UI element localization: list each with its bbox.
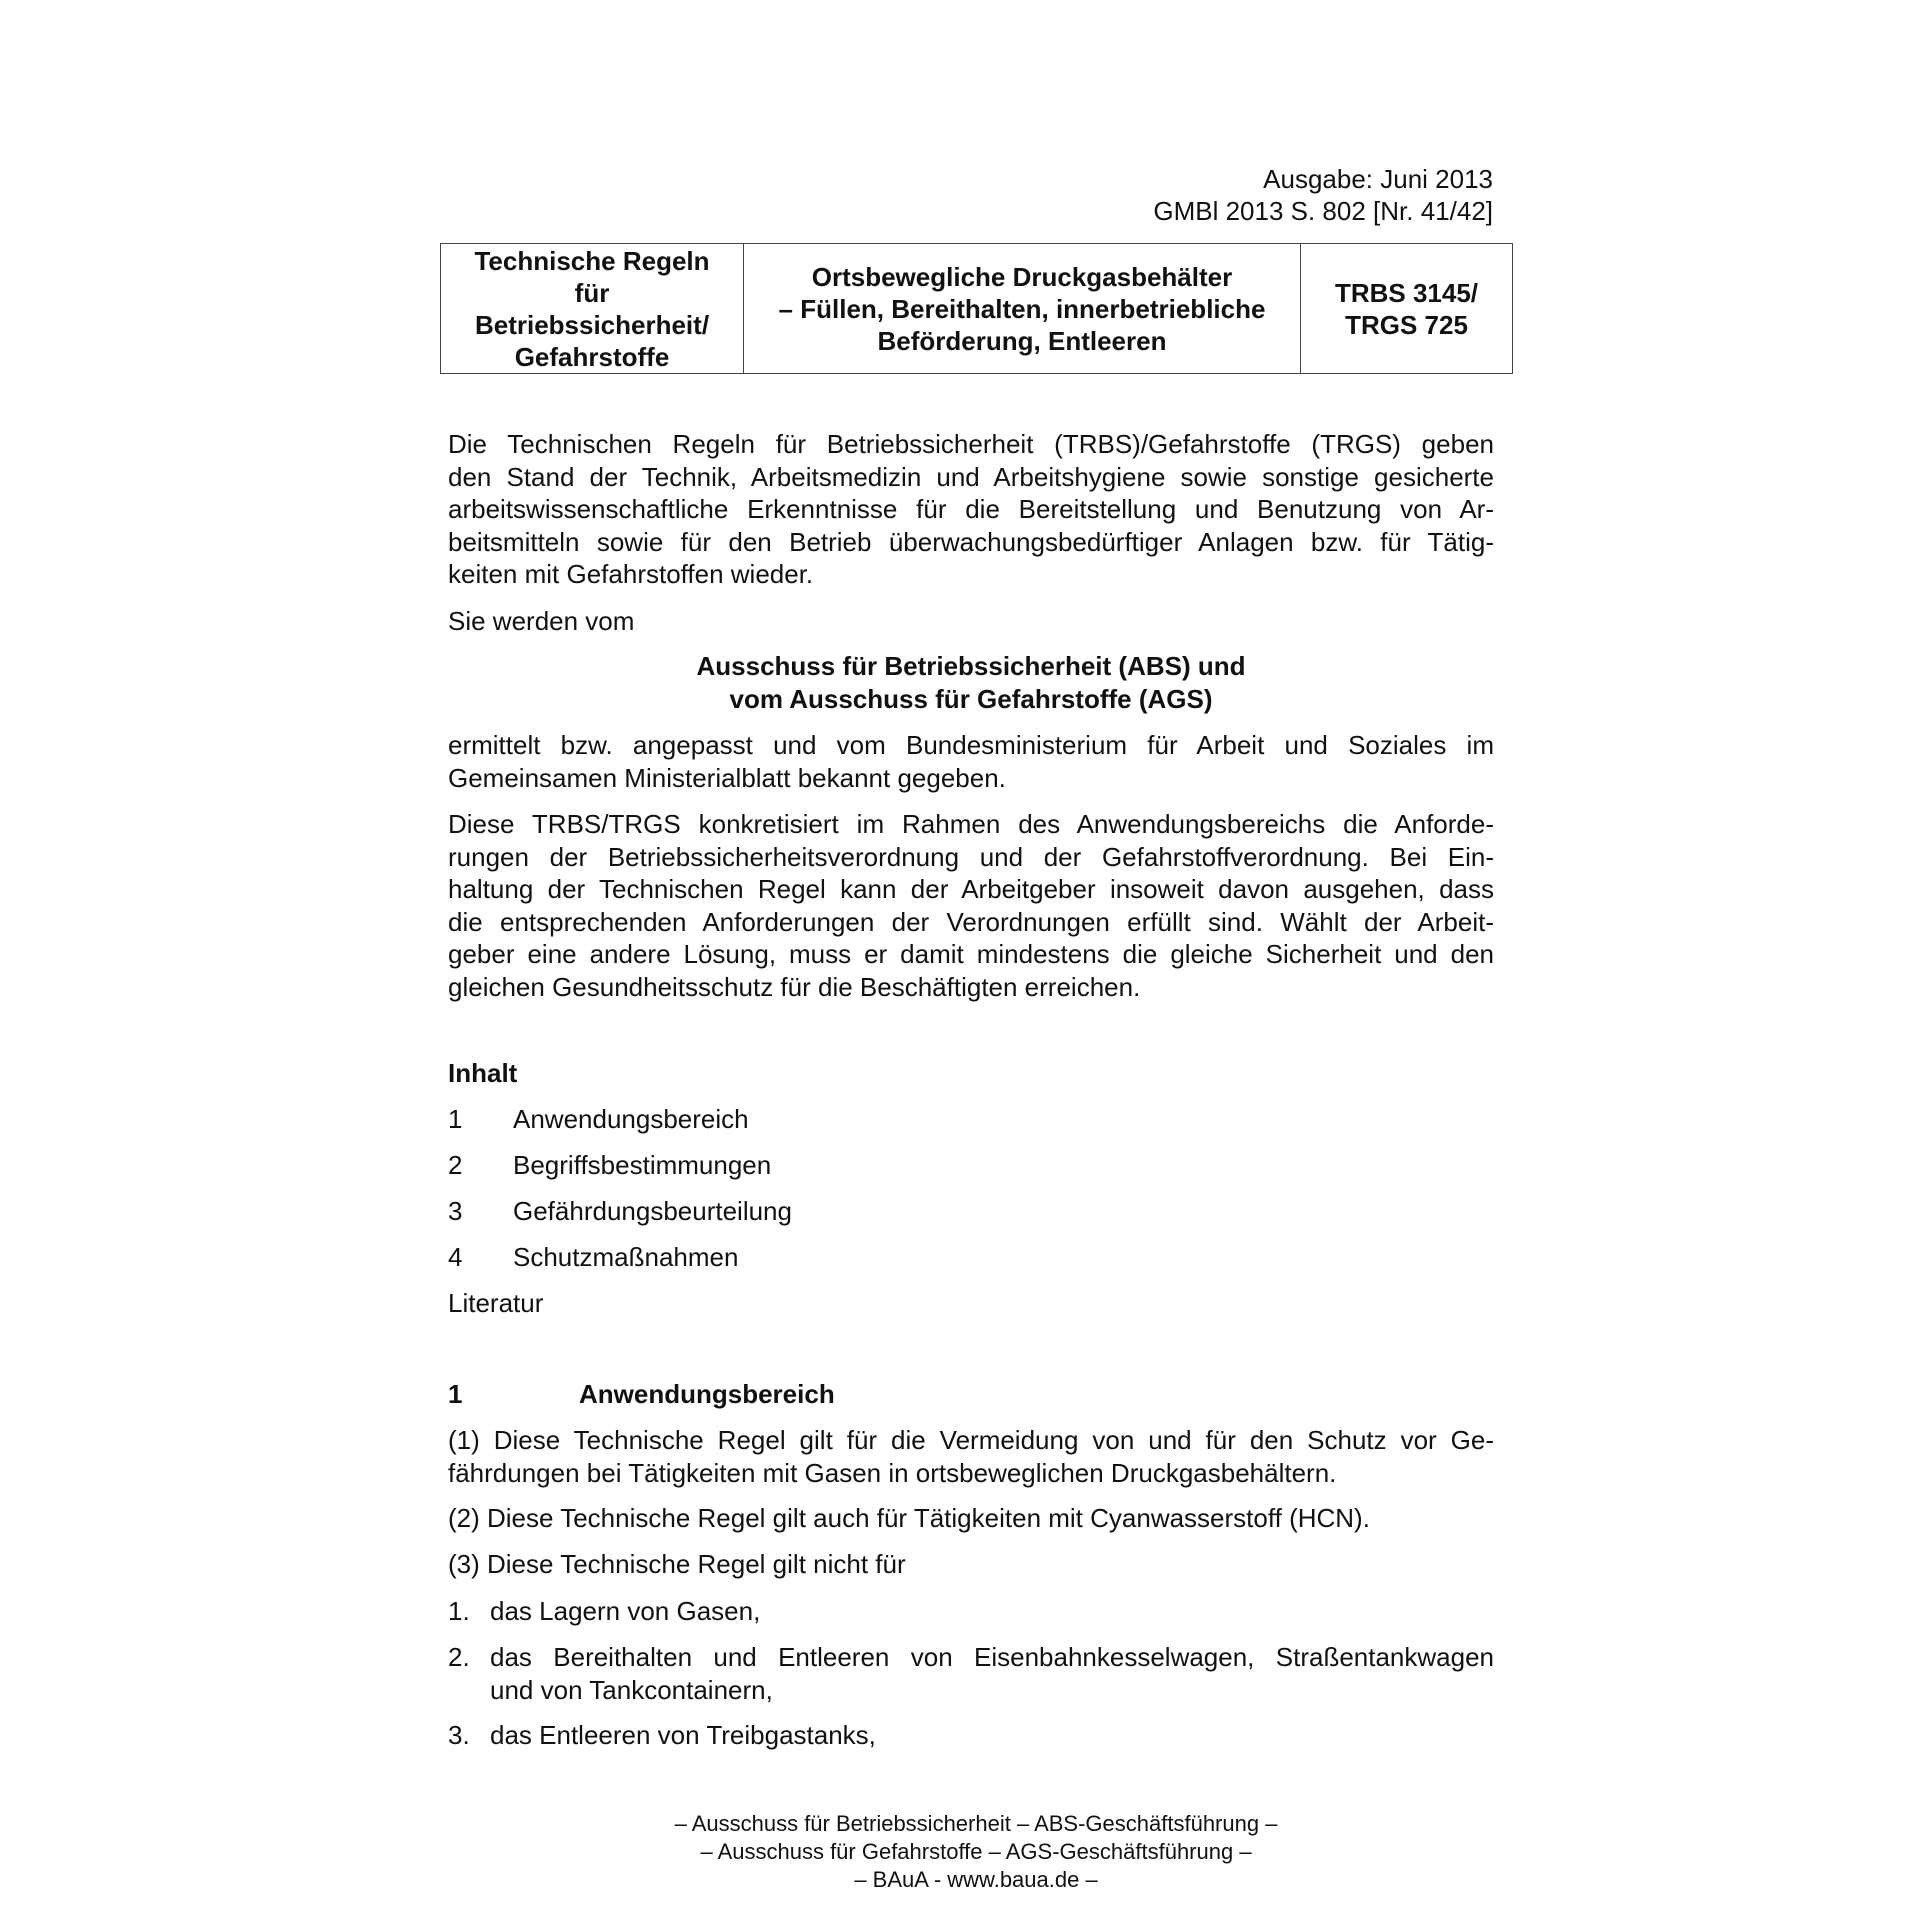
document-title-line: Beförderung, Entleeren	[877, 325, 1167, 356]
intro-paragraph-3	[448, 729, 1494, 794]
text-line: und von Tankcontainern,	[490, 1674, 773, 1705]
document-code-line: TRGS 725	[1345, 309, 1468, 340]
toc-literature: Literatur	[448, 1288, 544, 1318]
toc-item-label: Schutzmaßnahmen	[513, 1242, 739, 1272]
intro-paragraph-1	[448, 428, 1494, 591]
toc-heading: Inhalt	[448, 1058, 518, 1088]
toc-item-number: 3	[448, 1196, 463, 1226]
header-category-line: für	[574, 277, 610, 308]
text-line: (1) Diese Technische Regel gilt für die Vermeidung von und für den Schutz vor Ge-	[448, 1425, 1494, 1455]
section-number: 1	[448, 1379, 463, 1409]
text-line: das Lagern von Gasen,	[490, 1596, 761, 1626]
page-footer	[440, 1810, 1512, 1894]
toc-item-number: 4	[448, 1242, 463, 1272]
section-title: Anwendungsbereich	[579, 1379, 835, 1409]
list-item-text	[490, 1641, 1494, 1706]
header-category-line: Technische Regeln	[474, 245, 710, 276]
text-line: ermittelt bzw. angepasst und vom Bundesministerium für Arbeit und Soziales im	[448, 730, 1494, 760]
text-line: die entsprechenden Anforderungen der Verordnungen erfüllt sind. Wählt der Arbeit-	[448, 906, 1494, 937]
text-line: Diese TRBS/TRGS konkretisiert im Rahmen des Anwendungsbereichs die Anforde-	[448, 809, 1494, 839]
text-line: den Stand der Technik, Arbeitsmedizin und Arbeitshygiene sowie sonstige gesicherte	[448, 461, 1494, 492]
toc-item-label: Gefährdungsbeurteilung	[513, 1196, 792, 1226]
toc-item-label: Begriffsbestimmungen	[513, 1150, 772, 1180]
header-category-line: Betriebssicherheit/	[474, 309, 710, 340]
list-item-text	[490, 1719, 1494, 1752]
text-line: das Bereithalten und Entleeren von Eisenbahnkesselwagen, Straßentankwagen	[490, 1642, 1494, 1672]
footer-line: – BAuA - www.baua.de –	[854, 1867, 1098, 1892]
toc-item-number: 1	[448, 1104, 463, 1134]
list-item-text	[490, 1595, 1494, 1628]
header-table	[440, 243, 1513, 374]
toc-item-number: 2	[448, 1150, 463, 1180]
document-title-line: Ortsbewegliche Druckgasbehälter	[811, 261, 1233, 292]
document-code-line: TRBS 3145/	[1334, 277, 1479, 308]
intro-paragraph-4	[448, 808, 1494, 1003]
list-item-number: 1.	[448, 1596, 470, 1626]
section-paragraph-1	[448, 1424, 1494, 1489]
committee-line: Ausschuss für Betriebssicherheit (ABS) und	[696, 651, 1246, 681]
header-cell-code	[1301, 244, 1513, 374]
edition-info	[1000, 163, 1493, 227]
intro-paragraph-2: Sie werden vom	[448, 606, 635, 636]
committee-line: vom Ausschuss für Gefahrstoffe (AGS)	[729, 683, 1213, 714]
text-line: arbeitswissenschaftliche Erkenntnisse für die Bereitstellung und Benutzung von Ar-	[448, 494, 1494, 524]
list-item-number: 2.	[448, 1642, 470, 1672]
text-line: geber eine andere Lösung, muss er damit mindestens die gleiche Sicherheit und den	[448, 939, 1494, 969]
text-line: keiten mit Gefahrstoffen wieder.	[448, 559, 814, 589]
toc-item-label: Anwendungsbereich	[513, 1104, 749, 1134]
gazette-reference: GMBl 2013 S. 802 [Nr. 41/42]	[1153, 196, 1493, 226]
section-paragraph-2: (2) Diese Technische Regel gilt auch für Tätigkeiten mit Cyanwasserstoff (HCN).	[448, 1503, 1370, 1533]
header-category-line: Gefahrstoffe	[514, 341, 670, 372]
text-line: rungen der Betriebssicherheitsverordnung und der Gefahrstoffverordnung. Bei Ein-	[448, 841, 1494, 872]
text-line: Die Technischen Regeln für Betriebssicherheit (TRBS)/Gefahrstoffe (TRGS) geben	[448, 429, 1494, 459]
text-line: Gemeinsamen Ministerialblatt bekannt gegeben.	[448, 762, 1006, 793]
text-line: fährdungen bei Tätigkeiten mit Gasen in ortsbeweglichen Druckgasbehältern.	[448, 1457, 1337, 1488]
committee-names	[448, 650, 1494, 715]
edition-date: Ausgabe: Juni 2013	[1263, 164, 1493, 194]
header-cell-category	[441, 244, 744, 374]
section-paragraph-3: (3) Diese Technische Regel gilt nicht für	[448, 1549, 906, 1579]
document-title-line: – Füllen, Bereithalten, innerbetriebliche	[778, 293, 1266, 324]
text-line: beitsmitteln sowie für den Betrieb überwachungsbedürftiger Anlagen bzw. für Tätig-	[448, 526, 1494, 557]
footer-line: – Ausschuss für Gefahrstoffe – AGS-Geschäftsführung –	[700, 1839, 1252, 1864]
text-line: gleichen Gesundheitsschutz für die Beschäftigten erreichen.	[448, 971, 1141, 1002]
header-cell-title	[744, 244, 1301, 374]
text-line: das Entleeren von Treibgastanks,	[490, 1720, 876, 1750]
footer-line: – Ausschuss für Betriebssicherheit – ABS-Geschäftsführung –	[674, 1811, 1278, 1836]
text-line: haltung der Technischen Regel kann der Arbeitgeber insoweit davon ausgehen, dass	[448, 874, 1494, 904]
list-item-number: 3.	[448, 1720, 470, 1750]
